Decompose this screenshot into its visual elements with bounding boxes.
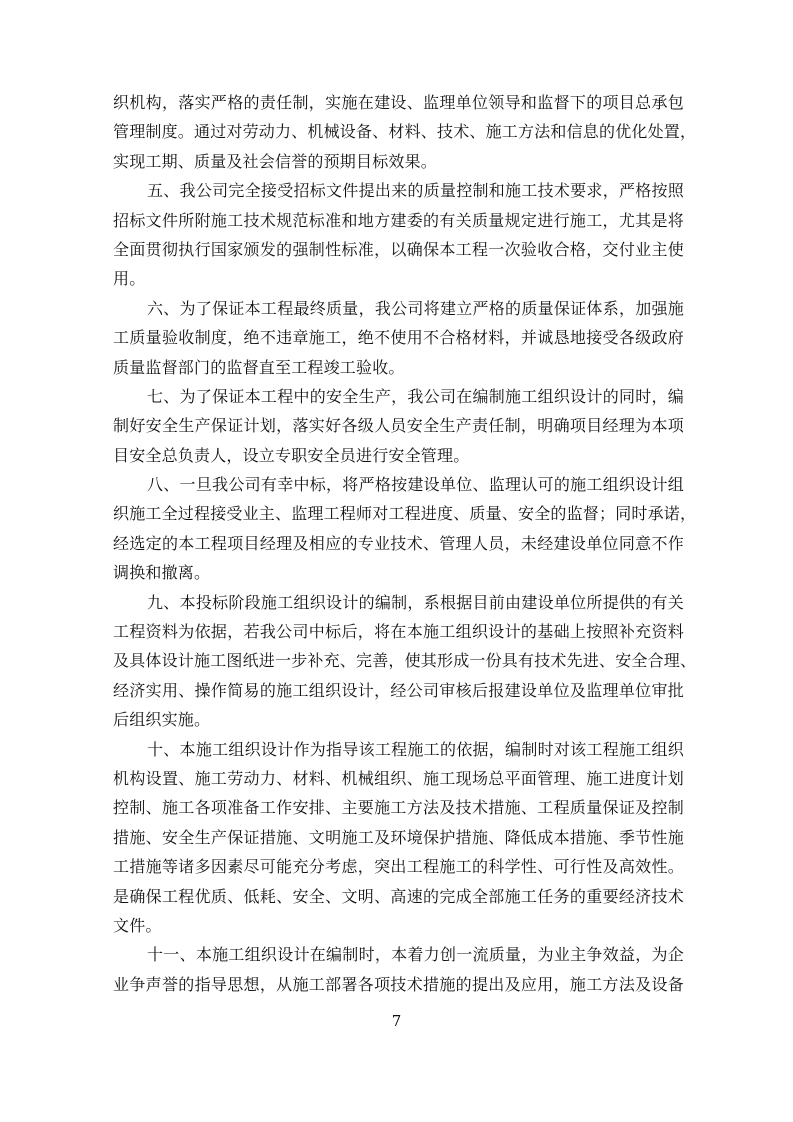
text-line: 用。 xyxy=(113,269,146,289)
paragraph-continuation xyxy=(113,88,697,176)
paragraph-6 xyxy=(113,294,684,382)
text-line: 质量监督部门的监督直至工程竣工验收。 xyxy=(113,357,405,377)
text-line: 七、为了保证本工程中的安全生产，我公司在编制施工组织设计的同时，编 xyxy=(147,386,684,406)
text-line: 制好安全生产保证计划，落实好各级人员安全生产责任制，明确项目经理为本项 xyxy=(113,416,684,436)
text-line: 十一、本施工组织设计在编制时，本着力创一流质量，为业主争效益，为企 xyxy=(147,945,684,965)
text-line: 调换和撤离。 xyxy=(113,563,211,583)
paragraph-7 xyxy=(113,382,684,470)
text-line: 织施工全过程接受业主、监理工程师对工程进度、质量、安全的监督；同时承诺， xyxy=(113,504,697,524)
text-line: 九、本投标阶段施工组织设计的编制，系根据目前由建设单位所提供的有关 xyxy=(147,592,684,612)
text-line: 经选定的本工程项目经理及相应的专业技术、管理人员，未经建设单位同意不作 xyxy=(113,533,684,553)
text-line: 实现工期、质量及社会信誉的预期目标效果。 xyxy=(113,151,438,171)
page-number: 7 xyxy=(391,1012,402,1030)
text-line: 五、我公司完全接受招标文件提出来的质量控制和施工技术要求，严格按照 xyxy=(147,181,684,201)
text-line: 后组织实施。 xyxy=(113,710,211,730)
text-line: 及具体设计施工图纸进一步补充、完善，使其形成一份具有技术先进、安全合理、 xyxy=(113,651,697,671)
text-line: 机构设置、施工劳动力、材料、机械组织、施工现场总平面管理、施工进度计划 xyxy=(113,768,684,788)
paragraph-5 xyxy=(113,176,684,294)
text-line: 控制、施工各项准备工作安排、主要施工方法及技术措施、工程质量保证及控制 xyxy=(113,798,684,818)
text-line: 管理制度。通过对劳动力、机械设备、材料、技术、施工方法和信息的优化处置， xyxy=(113,122,697,142)
text-line: 工措施等诸多因素尽可能充分考虑，突出工程施工的科学性、可行性及高效性。 xyxy=(113,857,684,877)
text-line: 织机构，落实严格的责任制，实施在建设、监理单位领导和监督下的项目总承包 xyxy=(113,93,684,112)
paragraph-11 xyxy=(113,940,684,999)
text-line: 经济实用、操作简易的施工组织设计，经公司审核后报建设单位及监理单位审批 xyxy=(113,680,684,700)
text-line: 是确保工程优质、低耗、安全、文明、高速的完成全部施工任务的重要经济技术 xyxy=(113,886,684,906)
text-line: 全面贯彻执行国家颁发的强制性标准，以确保本工程一次验收合格，交付业主使 xyxy=(113,239,684,259)
text-line: 招标文件所附施工技术规范标准和地方建委的有关质量规定进行施工，尤其是将 xyxy=(113,210,684,230)
paragraph-10 xyxy=(113,735,684,941)
text-line: 十、本施工组织设计作为指导该工程施工的依据，编制时对该工程施工组织 xyxy=(147,739,684,759)
text-line: 六、为了保证本工程最终质量，我公司将建立严格的质量保证体系，加强施 xyxy=(147,298,684,318)
text-line: 工质量验收制度，绝不违章施工，绝不使用不合格材料，并诚恳地接受各级政府 xyxy=(113,328,684,348)
text-line: 八、一旦我公司有幸中标，将严格按建设单位、监理认可的施工组织设计组 xyxy=(147,475,684,495)
text-line: 文件。 xyxy=(113,915,162,935)
text-line: 工程资料为依据，若我公司中标后，将在本施工组织设计的基础上按照补充资料 xyxy=(113,622,684,642)
text-line: 业争声誉的指导思想，从施工部署各项技术措施的提出及应用，施工方法及设备 xyxy=(113,974,684,994)
document-body xyxy=(113,88,697,999)
paragraph-9 xyxy=(113,588,697,735)
paragraph-8 xyxy=(113,470,697,588)
text-line: 措施、安全生产保证措施、文明施工及环境保护措施、降低成本措施、季节性施 xyxy=(113,827,684,847)
text-line: 目安全总负责人，设立专职安全员进行安全管理。 xyxy=(113,445,470,465)
